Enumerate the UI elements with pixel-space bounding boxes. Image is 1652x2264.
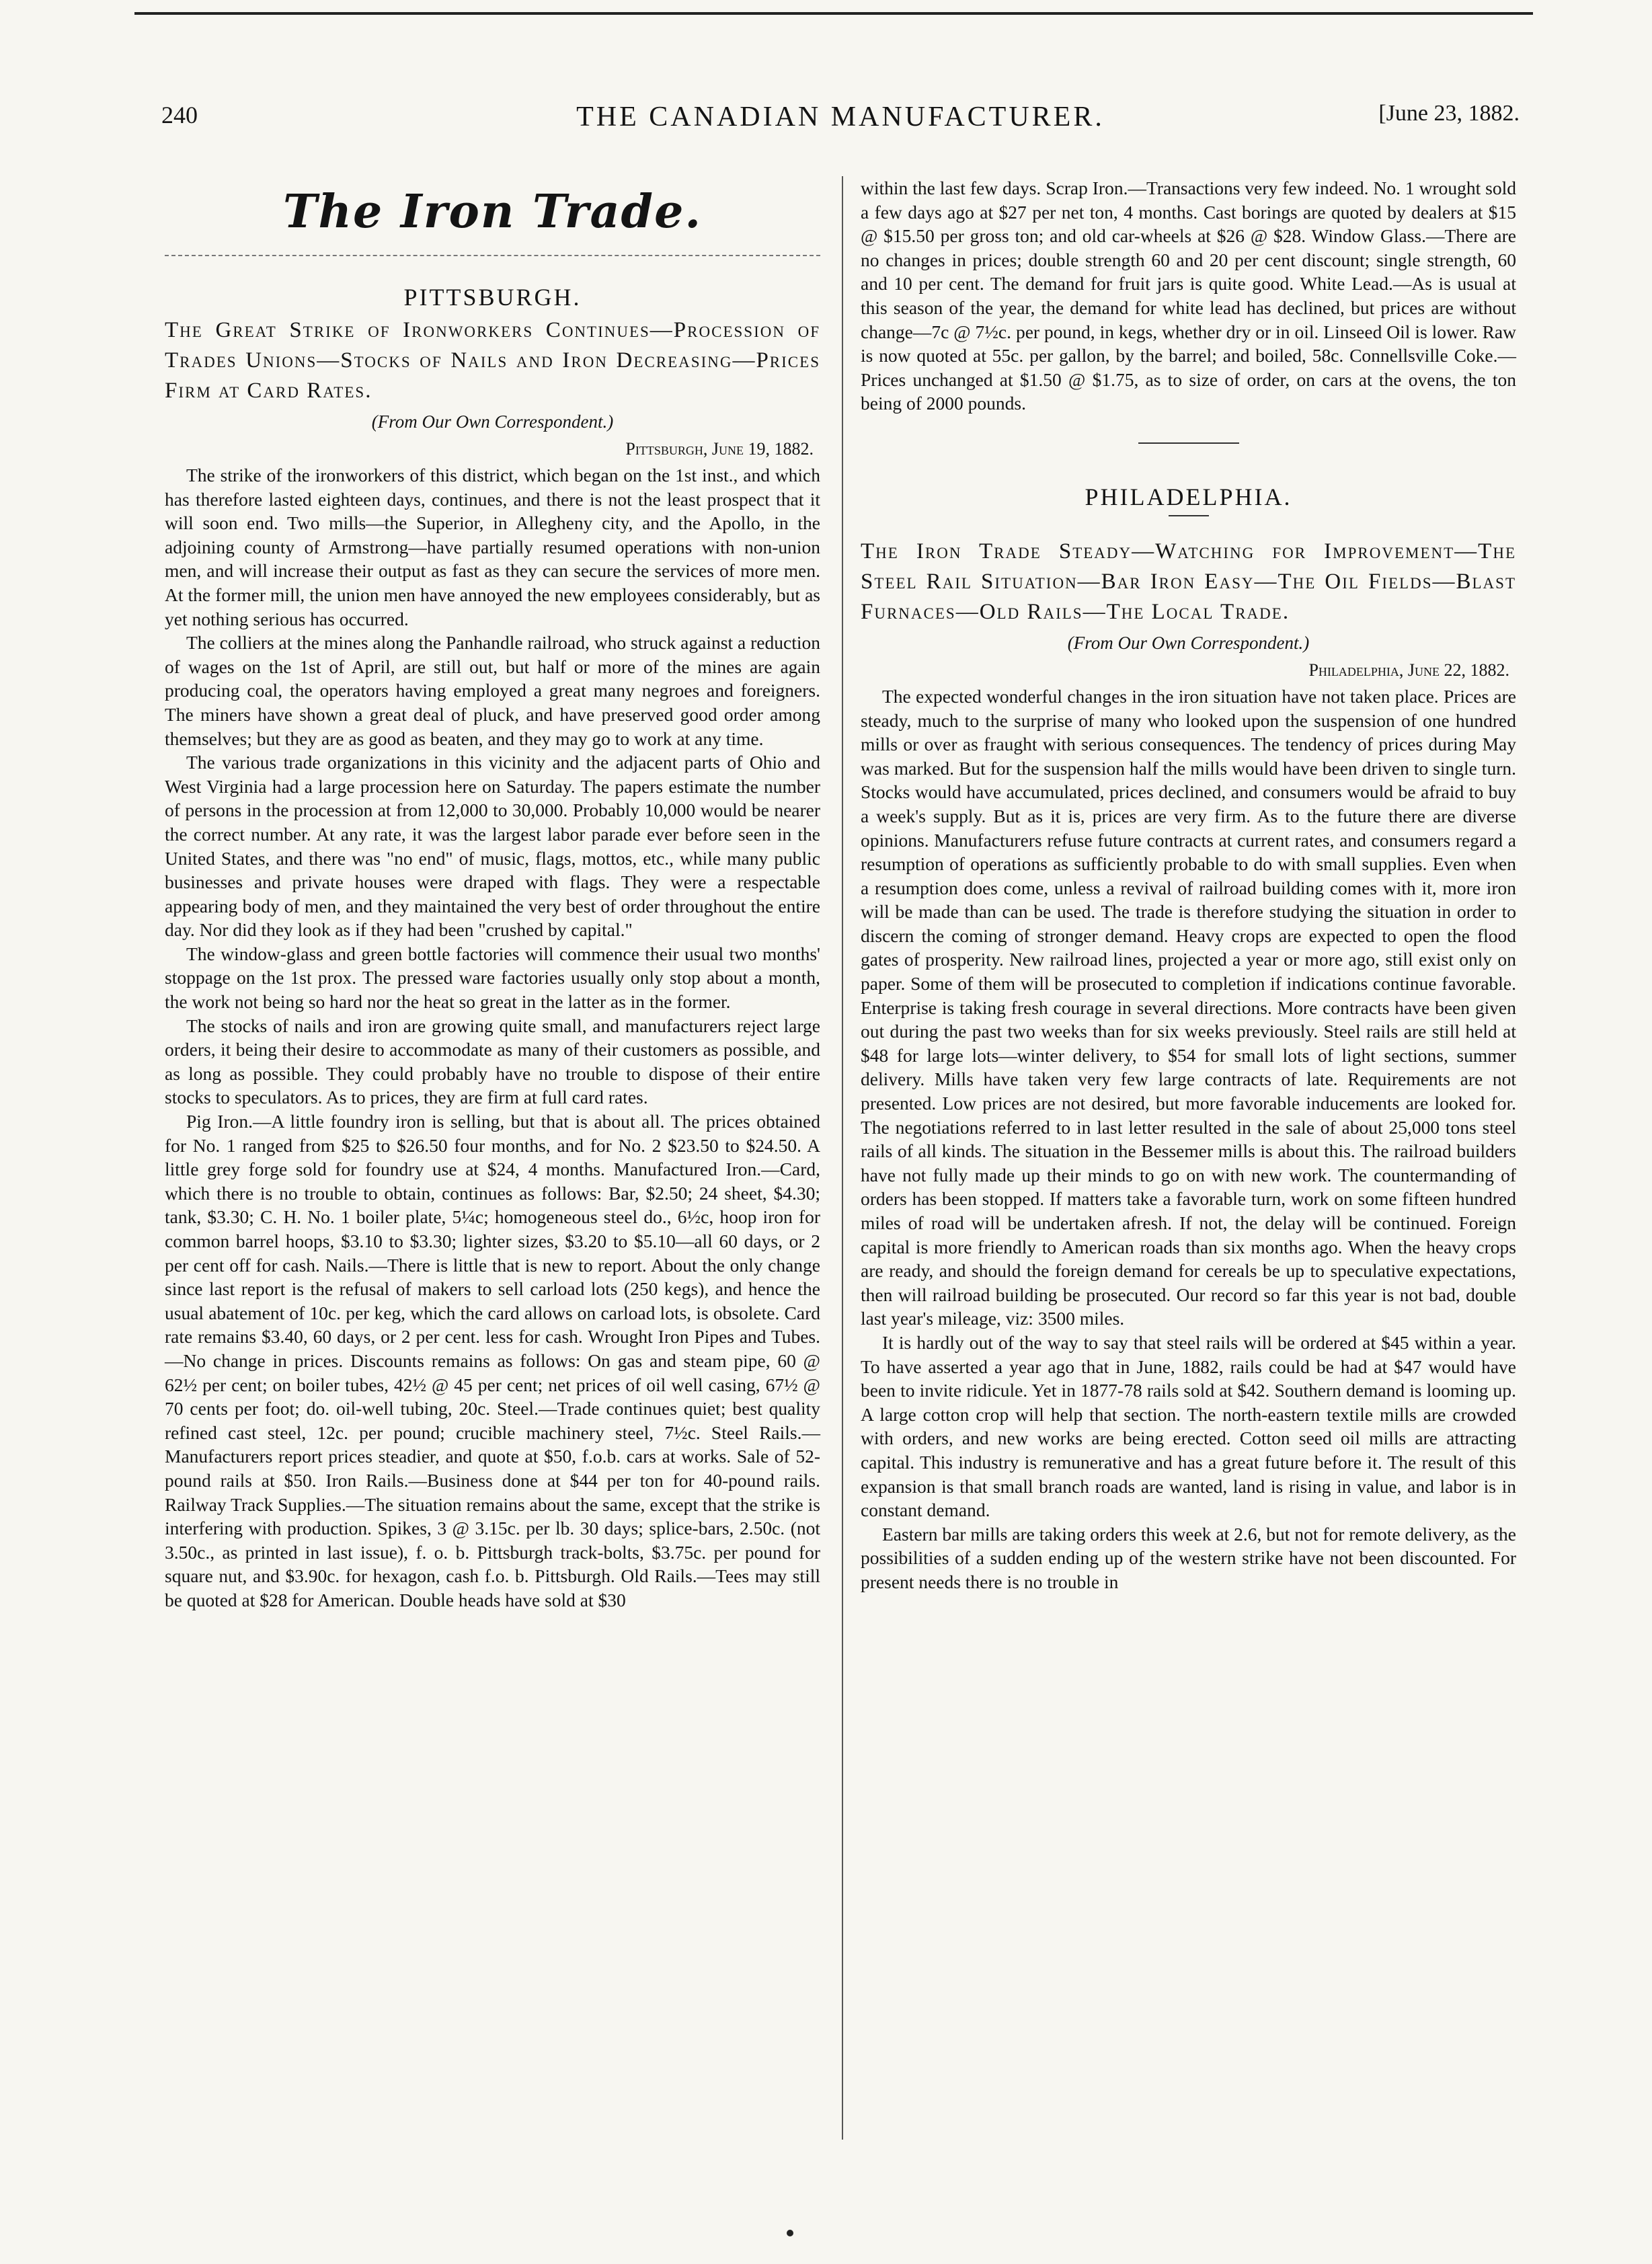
article-paragraph: The various trade organizations in this vicinity and the adjacent parts of Ohio and West Virginia had a large procession here on Saturday. The papers estimate the number of persons in the procession at from 12,000 to 30,000. Probably 10,000 would be nearer the correct number. At any rate, it was the largest labor parade ever before seen in the United States, and there was "no end" of music, flags, mottos, etc., while many public businesses and private houses were draped with flags. They were a respectable appearing body of men, and they maintained the very best of order throughout the entire day. Nor did they look as if they had been "crushed by capital." <box>165 752 820 941</box>
philadelphia-headline: The Iron Trade Steady—Watching for Improvement—The Steel Rail Situation—Bar Iron Easy—The Oil Fields—Blast Furnaces—Old Rails—The Local Trade. <box>861 539 1516 624</box>
continued-paragraph: within the last few days. Scrap Iron.—Transactions very few indeed. No. 1 wrought sold a few days ago at $27 per net ton, 4 months. Cast borings are quoted by dealers at $15 @ $15.50 per gross ton; and old car-wheels at $26 @ $28. Window Glass.—There are no changes in prices; double strength 60 and 20 per cent discount; single strength, 60 and 10 per cent. The demand for fruit jars is quite good. White Lead.—As is usual at this season of the year, the demand for white lead has declined, but prices are without change—7c @ 7½c. per pound, in kegs, whether dry or in oil. Linseed Oil is lower. Raw is now quoted at 55c. per gallon, by the barrel; and boiled, 58c. Connellsville Coke.—Prices unchanged at $1.50 @ $1.75, as to size of order, on cars at the ovens, the ton being of 2000 pounds. <box>861 178 1516 414</box>
top-rule <box>134 12 1533 15</box>
philadelphia-city-heading: PHILADELPHIA. <box>1085 483 1292 510</box>
department-title: The Iron Trade. <box>282 185 703 239</box>
philadelphia-dateline: Philadelphia, June 22, 1882. <box>1308 660 1509 680</box>
page-mark <box>787 2230 793 2236</box>
pittsburgh-headline: The Great Strike of Ironworkers Continues—Procession of Trades Unions—Stocks of Nails and Iron Decreasing—Prices Firm at Card Rates. <box>165 318 820 403</box>
issue-date: [June 23, 1882. <box>1378 101 1520 126</box>
left-column <box>165 171 820 1612</box>
article-paragraph: Eastern bar mills are taking orders this week at 2.6, but not for remote delivery, as the possibilities of a sudden ending up of the western strike have not been discounted. For present needs there is no trouble in <box>861 1523 1516 1592</box>
article-paragraph: The stocks of nails and iron are growing quite small, and manufacturers reject large orders, it being their desire to accommodate as many of their customers as possible, and as long as possible. They could probably have no trouble to dispose of their entire stocks to speculators. As to prices, they are firm at full card rates. <box>165 1015 820 1108</box>
section-rule <box>1138 442 1239 444</box>
pittsburgh-city-heading: PITTSBURGH. <box>403 284 582 311</box>
pittsburgh-dateline: Pittsburgh, June 19, 1882. <box>625 439 814 459</box>
article-paragraph: The expected wonderful changes in the iron situation have not taken place. Prices are steady, much to the surprise of many who looked upon the suspension of one hundred mills or over as fraught with serious consequences. The tendency of prices during May was marked. But for the suspension half the mills would have been driven to single turn. Stocks would have accumulated, prices declined, and consumers would be afraid to buy a week's supply. But as it is, prices are very firm. As to the future there are diverse opinions. Manufacturers refuse future contracts at current rates, and consumers regard a resumption of operations as sufficiently probable to do with small supplies. Even when a resumption does come, unless a revival of railroad building comes with it, more iron will be made than can be used. The trade is therefore studying the situation in order to discern the coming of stronger demand. Heavy crops are expected to open the flood gates of prosperity. New railroad lines, projected a year or more ago, still exist only on paper. Some of them will be prosecuted to completion if indications continue favorable. Enterprise is taking fresh courage in several directions. More contracts have been given out during the past two weeks than for six weeks previously. Steel rails are still held at $48 for large lots—winter delivery, to $54 for small lots of light sections, summer delivery. Mills have taken very few large contracts of late. Requirements are not presented. Low prices are not desired, but more favorable inducements are looked for. The negotiations referred to in last letter resulted in the sale of about 25,000 tons steel rails of all kinds. The situation in the Bessemer mills is about this. The railroad builders have not fully made up their minds to go on with new work. The countermanding of orders has been stopped. If matters take a favorable turn, work on some fifteen hundred miles of road will be undertaken afresh. If not, the delay will be continued. Foreign capital is more friendly to American roads than six months ago. When the heavy crops are ready, and should the foreign demand for cereals be up to speculative expectations, then will railroad building be prosecuted. Our record so far this year is not bad, double last year's mileage, viz: 3500 miles. <box>861 685 1516 1329</box>
page-header <box>161 101 1520 155</box>
article-paragraph: The strike of the ironworkers of this district, which began on the 1st inst., and which has therefore lasted eighteen days, continues, and there is not the least prospect that it will soon end. Two mills—the Superior, in Allegheny city, and the Apollo, in the adjoining county of Armstrong—have partially resumed operations with non-union men, and will increase their output as fast as they can secure the services of more men. At the former mill, the union men have annoyed the new employees considerably, but as yet nothing serious has occurred. <box>165 465 820 629</box>
market-report-paragraph: Pig Iron.—A little foundry iron is selling, but that is about all. The prices obtained for No. 1 ranged from $25 to $26.50 four months, and for No. 2 $23.50 to $24.50. A little grey forge sold for foundry use at $24, 4 months. Manufactured Iron.—Card, which there is no trouble to obtain, continues as follows: Bar, $2.50; 24 sheet, $4.30; tank, $3.30; C. H. No. 1 boiler plate, 5¼c; homogeneous steel do., 6½c, hoop iron for common barrel hoops, $3.10 to $3.30; lighter sizes, $3.20 to $5.10—all 60 days, or 2 per cent off for cash. Nails.—There is little that is new to report. About the only change since last report is the refusal of makers to sell carload lots (250 kegs), and hence the usual abatement of 10c. per keg, which the card allows on carload lots, is obsolete. Card rate remains $3.40, 60 days, or 2 per cent. less for cash. Wrought Iron Pipes and Tubes.—No change in prices. Discounts remains as follows: On gas and steam pipe, 60 @ 62½ per cent; on boiler tubes, 42½ @ 45 per cent; net prices of oil well casing, 67½ @ 70 cents per foot; do. oil-well tubing, 20c. Steel.—Trade continues quiet; best quality refined cast steel, 12c. per pound; crucible machinery steel, 7½c. Steel Rails.—Manufacturers report prices steadier, and quote at $50, f.o.b. cars at works. Sale of 52-pound rails at $50. Iron Rails.—Business done at $44 per ton for 40-pound rails. Railway Track Supplies.—The situation remains about the same, except that the strike is interfering with production. Spikes, 3 @ 3.15c. per lb. 30 days; splice-bars, 2.50c. (not 3.50c., as printed in last issue), f. o. b. Pittsburgh track-bolts, $3.75c. per pound for square nut, and $3.90c. for hexagon, cash f.o. b. Pittsburgh. Old Rails.—Tees may still be quoted at $28 for American. Double heads have sold at $30 <box>165 1111 820 1610</box>
small-rule <box>1169 515 1209 516</box>
article-paragraph: The window-glass and green bottle factories will commence their usual two months' stoppage on the 1st prox. The pressed ware factories usually only stop about a month, the work not being so hard nor the heat so great in the latter as in the former. <box>165 943 820 1013</box>
philadelphia-credit: (From Our Own Correspondent.) <box>1067 632 1310 653</box>
pittsburgh-credit: (From Our Own Correspondent.) <box>371 412 614 432</box>
article-paragraph: The colliers at the mines along the Panhandle railroad, who struck against a reduction of wages on the 1st of April, are still out, but half or more of the mines are again producing coal, the operators having employed a great many negroes and foreigners. The miners have shown a great deal of pluck, and have preserved good order among themselves; but they are as good as beaten, and they may go to work at any time. <box>165 632 820 749</box>
page-number: 240 <box>161 102 198 128</box>
dotted-divider <box>165 255 820 256</box>
journal-title: THE CANADIAN MANUFACTURER. <box>576 102 1105 132</box>
column-divider <box>842 176 843 2140</box>
article-paragraph: It is hardly out of the way to say that steel rails will be ordered at $45 within a year. To have asserted a year ago that in June, 1882, rails could be had at $47 would have been to invite ridicule. Yet in 1877-78 rails sold at $42. Southern demand is looming up. A large cotton crop will help that section. The north-eastern textile mills are crowded with orders, and new works are being erected. Cotton seed oil mills are attracting capital. This industry is remunerative and has a great future before it. The result of this expansion is that small branch roads are wanted, land is rising in value, and labor is in constant demand. <box>861 1331 1516 1521</box>
right-column <box>861 176 1516 1594</box>
